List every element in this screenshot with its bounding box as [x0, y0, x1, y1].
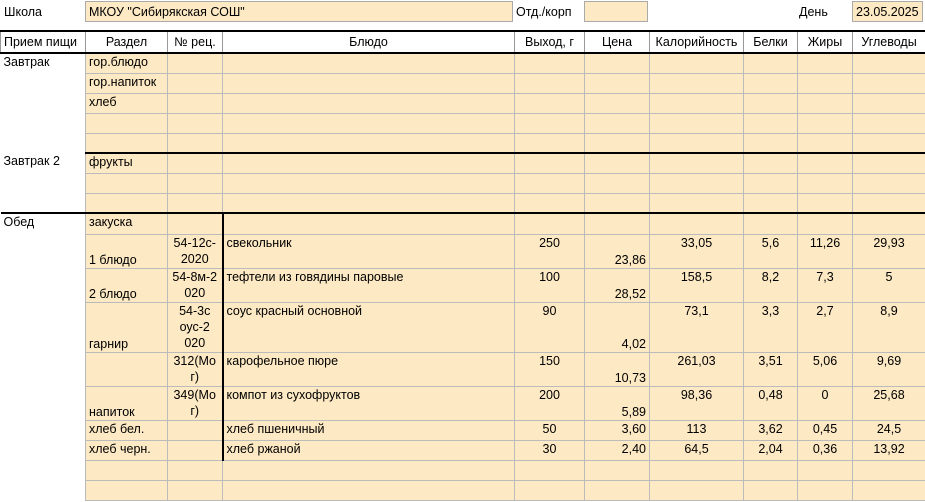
section-cell[interactable]: гор.напиток [86, 73, 168, 93]
fat-cell[interactable]: 0 [798, 386, 853, 420]
protein-cell[interactable]: 3,3 [744, 302, 798, 352]
protein-cell[interactable]: 5,6 [744, 234, 798, 268]
protein-cell[interactable]: 3,62 [744, 420, 798, 440]
menu-table [0, 30, 925, 501]
section-cell[interactable]: гор.блюдо [86, 53, 168, 73]
price-cell[interactable]: 28,52 [585, 268, 650, 302]
section-cell[interactable] [86, 173, 168, 193]
table-row [1, 153, 925, 173]
section-cell[interactable]: фрукты [86, 153, 168, 173]
dish-cell[interactable]: соус красный основной [223, 302, 515, 352]
output-cell[interactable]: 50 [515, 420, 585, 440]
table-row [1, 193, 925, 213]
price-cell[interactable]: 2,40 [585, 440, 650, 460]
section-cell[interactable]: хлеб черн. [86, 440, 168, 460]
protein-cell[interactable]: 0,48 [744, 386, 798, 420]
price-cell[interactable]: 10,73 [585, 352, 650, 386]
column-header-row [1, 31, 925, 53]
output-cell[interactable]: 100 [515, 268, 585, 302]
col-header-section: Раздел [86, 31, 168, 53]
meal-breakfast: Завтрак [1, 53, 86, 153]
fat-cell[interactable]: 2,7 [798, 302, 853, 352]
section-cell[interactable]: закуска [86, 213, 168, 234]
table-row [1, 73, 925, 93]
protein-cell[interactable]: 2,04 [744, 440, 798, 460]
calories-cell[interactable]: 261,03 [650, 352, 744, 386]
fat-cell[interactable]: 7,3 [798, 268, 853, 302]
dish-cell[interactable]: тефтели из говядины паровые [223, 268, 515, 302]
output-cell[interactable]: 200 [515, 386, 585, 420]
table-row [1, 352, 925, 386]
table-row [1, 213, 925, 234]
section-cell[interactable] [86, 133, 168, 153]
carbs-cell[interactable]: 8,9 [853, 302, 925, 352]
recipe-cell[interactable]: 349(Мог) [168, 386, 223, 420]
calories-cell[interactable]: 158,5 [650, 268, 744, 302]
price-cell[interactable]: 23,86 [585, 234, 650, 268]
calories-cell[interactable]: 33,05 [650, 234, 744, 268]
calories-cell[interactable]: 64,5 [650, 440, 744, 460]
dish-cell[interactable]: хлеб пшеничный [223, 420, 515, 440]
section-cell[interactable]: напиток [86, 386, 168, 420]
fat-cell[interactable]: 5,06 [798, 352, 853, 386]
recipe-cell[interactable]: 54-12с-2020 [168, 234, 223, 268]
calories-cell[interactable]: 113 [650, 420, 744, 440]
col-header-fat: Жиры [798, 31, 853, 53]
col-header-meal: Прием пищи [1, 31, 86, 53]
carbs-cell[interactable]: 24,5 [853, 420, 925, 440]
output-cell[interactable]: 90 [515, 302, 585, 352]
recipe-cell[interactable] [168, 440, 223, 460]
section-cell[interactable] [86, 460, 168, 480]
col-header-output: Выход, г [515, 31, 585, 53]
carbs-cell[interactable]: 9,69 [853, 352, 925, 386]
table-row [1, 133, 925, 153]
table-row [1, 460, 925, 480]
price-cell[interactable]: 4,02 [585, 302, 650, 352]
carbs-cell[interactable]: 29,93 [853, 234, 925, 268]
meal-breakfast2: Завтрак 2 [1, 153, 86, 213]
price-cell[interactable]: 3,60 [585, 420, 650, 440]
col-header-recipe: № рец. [168, 31, 223, 53]
recipe-cell[interactable]: 54-8м-2020 [168, 268, 223, 302]
section-cell[interactable]: хлеб бел. [86, 420, 168, 440]
table-row [1, 420, 925, 440]
calories-cell[interactable]: 98,36 [650, 386, 744, 420]
day-cell[interactable]: 23.05.2025 [852, 1, 923, 22]
recipe-cell[interactable]: 54-3соус-2020 [168, 302, 223, 352]
day-label: День [799, 5, 828, 19]
section-cell[interactable]: гарнир [86, 302, 168, 352]
protein-cell[interactable]: 3,51 [744, 352, 798, 386]
recipe-cell[interactable] [168, 420, 223, 440]
table-row [1, 440, 925, 460]
section-cell[interactable] [86, 352, 168, 386]
carbs-cell[interactable]: 13,92 [853, 440, 925, 460]
meal-lunch: Обед [1, 213, 86, 500]
table-row [1, 386, 925, 420]
section-cell[interactable]: хлеб [86, 93, 168, 113]
fat-cell[interactable]: 11,26 [798, 234, 853, 268]
output-cell[interactable]: 250 [515, 234, 585, 268]
dish-cell[interactable]: карофельное пюре [223, 352, 515, 386]
section-cell[interactable] [86, 113, 168, 133]
recipe-cell[interactable]: 312(Мог) [168, 352, 223, 386]
carbs-cell[interactable]: 5 [853, 268, 925, 302]
price-cell[interactable]: 5,89 [585, 386, 650, 420]
table-row [1, 480, 925, 500]
section-cell[interactable] [86, 480, 168, 500]
col-header-carbs: Углеводы [853, 31, 925, 53]
fat-cell[interactable]: 0,45 [798, 420, 853, 440]
table-row [1, 302, 925, 352]
dish-cell[interactable]: хлеб ржаной [223, 440, 515, 460]
section-cell[interactable] [86, 193, 168, 213]
dept-label: Отд./корп [516, 5, 572, 19]
dish-cell[interactable]: свекольник [223, 234, 515, 268]
col-header-price: Цена [585, 31, 650, 53]
table-row [1, 268, 925, 302]
school-name-cell[interactable]: МКОУ "Сибирякская СОШ" [85, 1, 513, 22]
fat-cell[interactable]: 0,36 [798, 440, 853, 460]
school-label: Школа [4, 5, 42, 19]
carbs-cell[interactable]: 25,68 [853, 386, 925, 420]
section-cell[interactable]: 1 блюдо [86, 234, 168, 268]
dept-cell[interactable] [584, 1, 648, 22]
table-row [1, 93, 925, 113]
section-cell[interactable]: 2 блюдо [86, 268, 168, 302]
table-row [1, 234, 925, 268]
calories-cell[interactable]: 73,1 [650, 302, 744, 352]
output-cell[interactable]: 150 [515, 352, 585, 386]
col-header-protein: Белки [744, 31, 798, 53]
col-header-dish: Блюдо [223, 31, 515, 53]
dish-cell[interactable]: компот из сухофруктов [223, 386, 515, 420]
table-row [1, 53, 925, 73]
table-row [1, 173, 925, 193]
col-header-calories: Калорийность [650, 31, 744, 53]
table-row [1, 113, 925, 133]
protein-cell[interactable]: 8,2 [744, 268, 798, 302]
output-cell[interactable]: 30 [515, 440, 585, 460]
